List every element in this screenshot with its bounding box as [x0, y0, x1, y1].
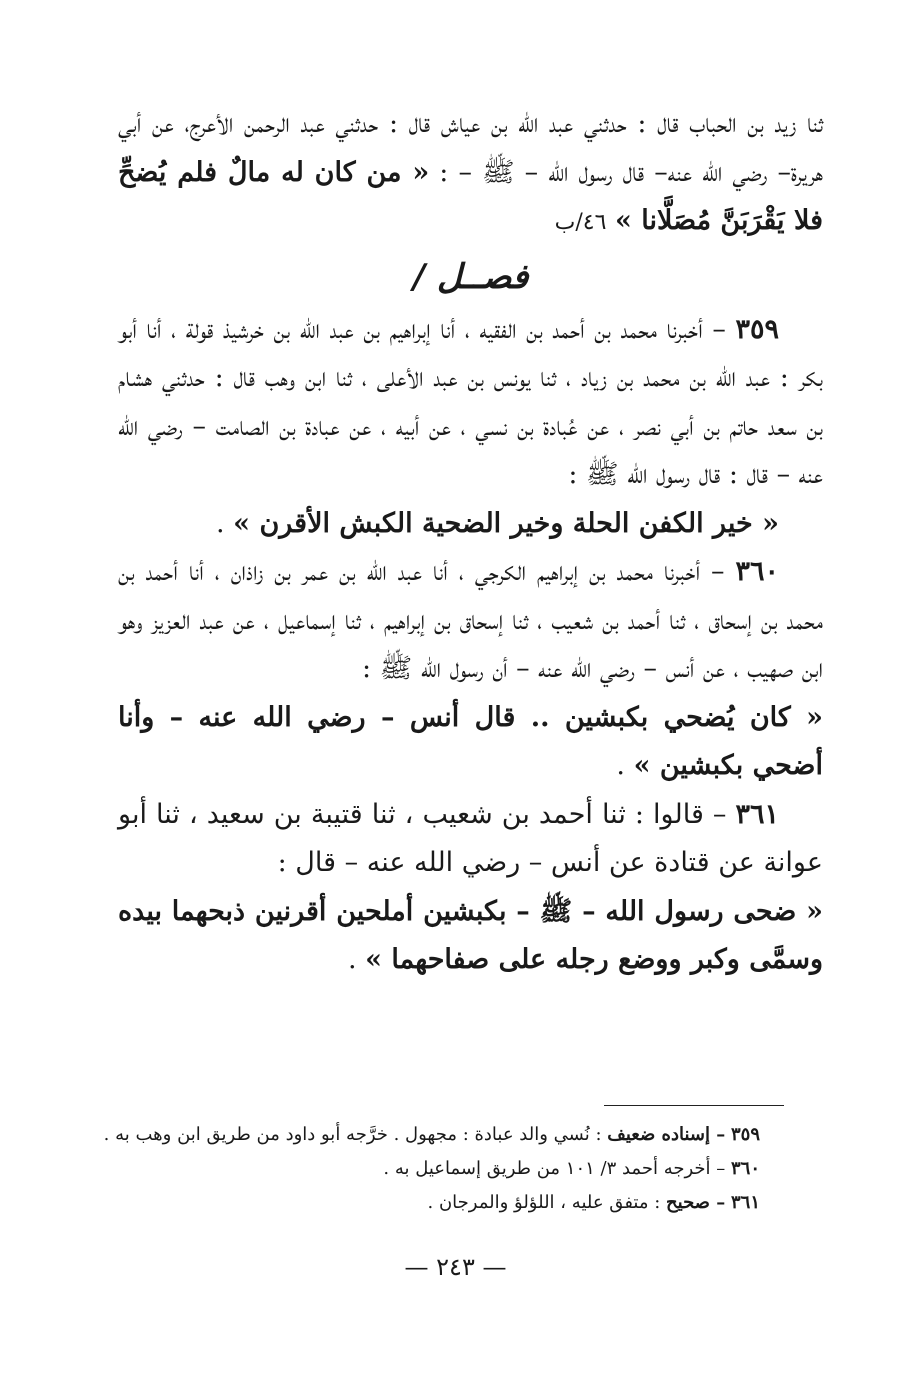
hadith-matn-text: « ضحى رسول الله – ﷺ – بكبشين أملحين أقرنين ذبحهما بيده وسمَّى وكبر ووضع رجله على صفاحهما » — [118, 895, 823, 975]
hadith-end: . — [347, 944, 366, 975]
hadith-360-matn — [118, 694, 823, 791]
main-text — [118, 100, 823, 985]
hadith-359-matn — [118, 500, 823, 549]
intro-paragraph — [118, 100, 823, 248]
footnote-label: – إسناده ضعيف — [607, 1124, 726, 1145]
hadith-361-isnad — [118, 791, 823, 888]
page-number: — ٢٤٣ — — [404, 1253, 507, 1281]
footnote-number: ٣٦٠ — [730, 1158, 760, 1179]
footnote-label: – صحيح — [666, 1192, 726, 1213]
hadith-number: ٣٦٠ — [735, 556, 779, 587]
footnote-item — [60, 1186, 760, 1220]
hadith-matn-text: « خير الكفن الحلة وخير الضحية الكبش الأقرن » — [233, 507, 779, 539]
intro-quote: « من كان له مالٌ فلم يُضحِّ فلا يَقْرَبَنَّ مُصَلَّانا » — [118, 156, 823, 236]
hadith-361-matn — [118, 888, 823, 985]
hadith-end: . — [216, 507, 234, 539]
footnote-text: : متفق عليه ، اللؤلؤ والمرجان . — [427, 1192, 667, 1213]
intro-text: ثنا زيد بن الحباب قال : حدثني عبد الله بن عياش قال : حدثني عبد الرحمن الأعرج، عن أبي هريرة– رضي الله عنه– قال رسول الله – ﷺ – : — [118, 108, 823, 188]
hadith-isnad-text: – قالوا : ثنا أحمد بن شعيب ، ثنا قتيبة بن سعيد ، ثنا أبو عوانة عن قتادة عن أنس – رضي الله عنه – قال : — [118, 798, 823, 878]
footnotes — [60, 1118, 760, 1220]
hadith-360-isnad — [118, 548, 823, 694]
hadith-number: ٣٦١ — [735, 798, 779, 830]
footnote-item — [60, 1118, 760, 1152]
footnote-text: – أخرجه أحمد ٣/ ١٠١ من طريق إسماعيل به . — [383, 1158, 726, 1179]
footnote-item — [60, 1152, 760, 1186]
hadith-number: ٣٥٩ — [735, 313, 779, 345]
page-body — [118, 100, 823, 985]
footnote-number: ٣٦١ — [730, 1192, 760, 1213]
hadith-isnad-text: – أخبرنا محمد بن إبراهيم الكرجي ، أنا عبد الله بن عمر بن زاذان ، أنا أحمد بن محمد بن إسحاق ، ثنا أحمد بن شعيب ، ثنا إسحاق بن إبراهيم ، ثنا إسماعيل ، عن عبد العزيز وهو ابن صهيب ، عن أنس – رضي الله عنه – أن رسول الله ﷺ : — [118, 556, 823, 684]
hadith-end: . — [616, 750, 634, 781]
hadith-359-isnad — [118, 306, 823, 500]
footnote-divider — [604, 1105, 784, 1106]
section-title: فصــل / — [412, 256, 529, 297]
footnote-number: ٣٥٩ — [730, 1124, 760, 1145]
hadith-isnad-text: – أخبرنا محمد بن أحمد بن الفقيه ، أنا إبراهيم بن عبد الله بن خرشيذ قولة ، أنا أبو بكر : عبد الله بن محمد بن زياد ، ثنا يونس بن عبد الأعلى ، ثنا ابن وهب قال : حدثني هشام بن سعد حاتم بن أبي نصر ، عن عُبادة بن نسي ، عن أبيه ، عن عبادة بن الصامت – رضي الله عنه – قال : قال رسول الله ﷺ : — [118, 313, 823, 490]
footnote-text: : نُسي والد عبادة : مجهول . خرَّجه أبو داود من طريق ابن وهب به . — [103, 1124, 608, 1145]
hadith-matn-text: « كان يُضحي بكبشين .. قال أنس – رضي الله عنه – وأنا أضحي بكبشين » — [118, 701, 823, 781]
marginal-folio-note: ٤٦/ب — [554, 210, 607, 235]
